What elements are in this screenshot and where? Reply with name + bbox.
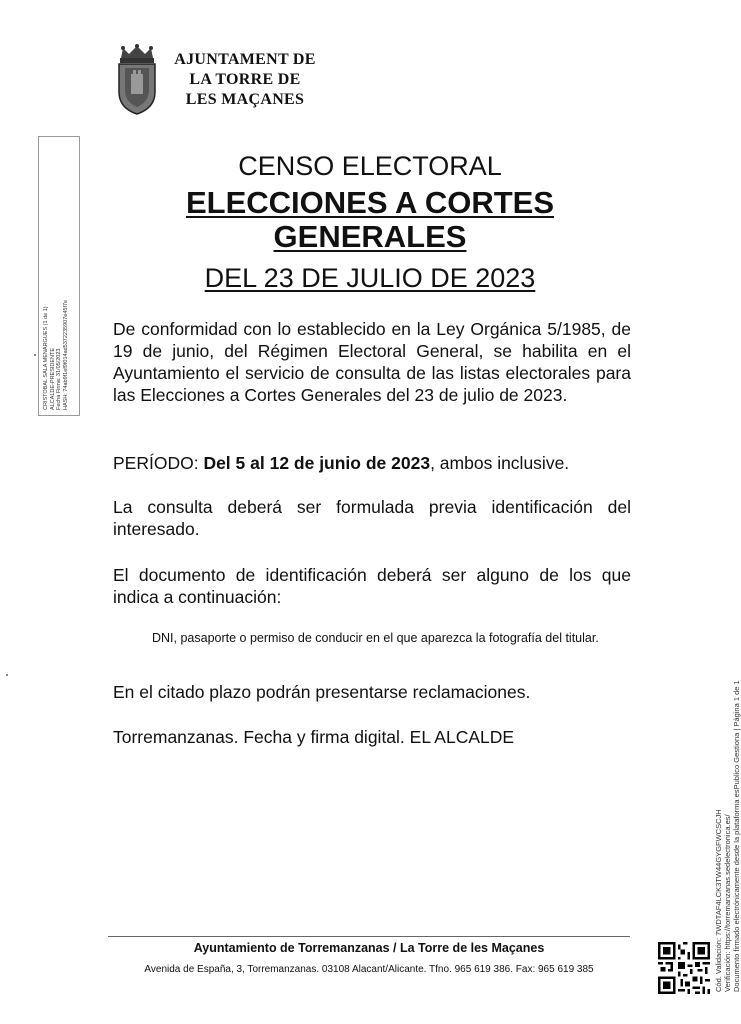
paragraph-legal-basis: De conformidad con lo establecido en la Ley Orgánica 5/1985, de 19 de junio, del Régimen Electoral General, se habilita en el Ayuntamiento el servicio de consulta de las listas electorales para las Elecciones a Cortes Generales del 23 de julio de 2023. — [113, 319, 631, 405]
title-elections — [160, 186, 580, 254]
title-elections-line-2: GENERALES — [273, 219, 467, 254]
signature-line: CRISTOBAL SALA MENARGUES (1 de 1) — [43, 306, 49, 410]
title-elections-line-1: ELECCIONES A CORTES — [185, 185, 555, 220]
signature-line: Fecha Firma: 31/05/2023 — [56, 348, 62, 410]
verification-text — [714, 680, 741, 992]
org-name-line-2: LA TORRE DE — [189, 71, 301, 88]
title-date — [0, 262, 740, 294]
org-name-line-3: LES MAÇANES — [185, 91, 305, 108]
verification-line: Verificación: https://torremanzanas.sedelectronica.es/ — [723, 814, 732, 992]
paragraph-document-list: DNI, pasaporte o permiso de conducir en el que aparezca la fotografía del titular. — [152, 631, 599, 645]
period-rest: , ambos inclusive. — [430, 453, 570, 473]
footer-address: Avenida de España, 3, Torremanzanas. 03108 Alacant/Alicante. Tfno. 965 619 386. Fax: 965 619 385 — [144, 964, 594, 975]
signature-stamp-text — [43, 300, 69, 410]
scan-speck — [6, 674, 8, 676]
org-name-line-1: AJUNTAMENT DE — [174, 51, 316, 68]
verification-line: Cód. Validación: 7WDTAF4LCK3TW44GYGFWCSCJH — [714, 809, 723, 992]
paragraph-signature: Torremanzanas. Fecha y firma digital. EL ALCALDE — [113, 727, 515, 747]
signature-line: HASH: 74ab9f1ef9f014ad5372235907e45f7e — [62, 299, 69, 410]
footer-divider — [108, 936, 630, 937]
verification-line: Documento firmado electrónicamente desde la plataforma esPublico Gestiona | Página 1 de 1 — [732, 680, 741, 992]
signature-line: ALCALDE-PRESIDENTE — [49, 347, 56, 410]
organization-name — [165, 50, 325, 110]
paragraph-period — [113, 452, 631, 474]
period-label: PERÍODO: — [113, 453, 204, 473]
qr-code-icon — [658, 942, 710, 994]
period-dates: Del 5 al 12 de junio de 2023 — [203, 453, 431, 473]
title-census: CENSO ELECTORAL — [238, 151, 502, 181]
paragraph-documents: El documento de identificación deberá ser alguno de los que indica a continuación: — [113, 565, 631, 607]
paragraph-identification: La consulta deberá ser formulada previa identificación del interesado. — [113, 497, 631, 539]
municipal-crest-icon — [115, 44, 159, 116]
scan-speck — [34, 354, 36, 356]
title-date-text: DEL 23 DE JULIO DE 2023 — [204, 263, 536, 293]
paragraph-claims: En el citado plazo podrán presentarse reclamaciones. — [113, 682, 531, 702]
footer-organization: Ayuntamiento de Torremanzanas / La Torre de les Maçanes — [193, 941, 545, 955]
